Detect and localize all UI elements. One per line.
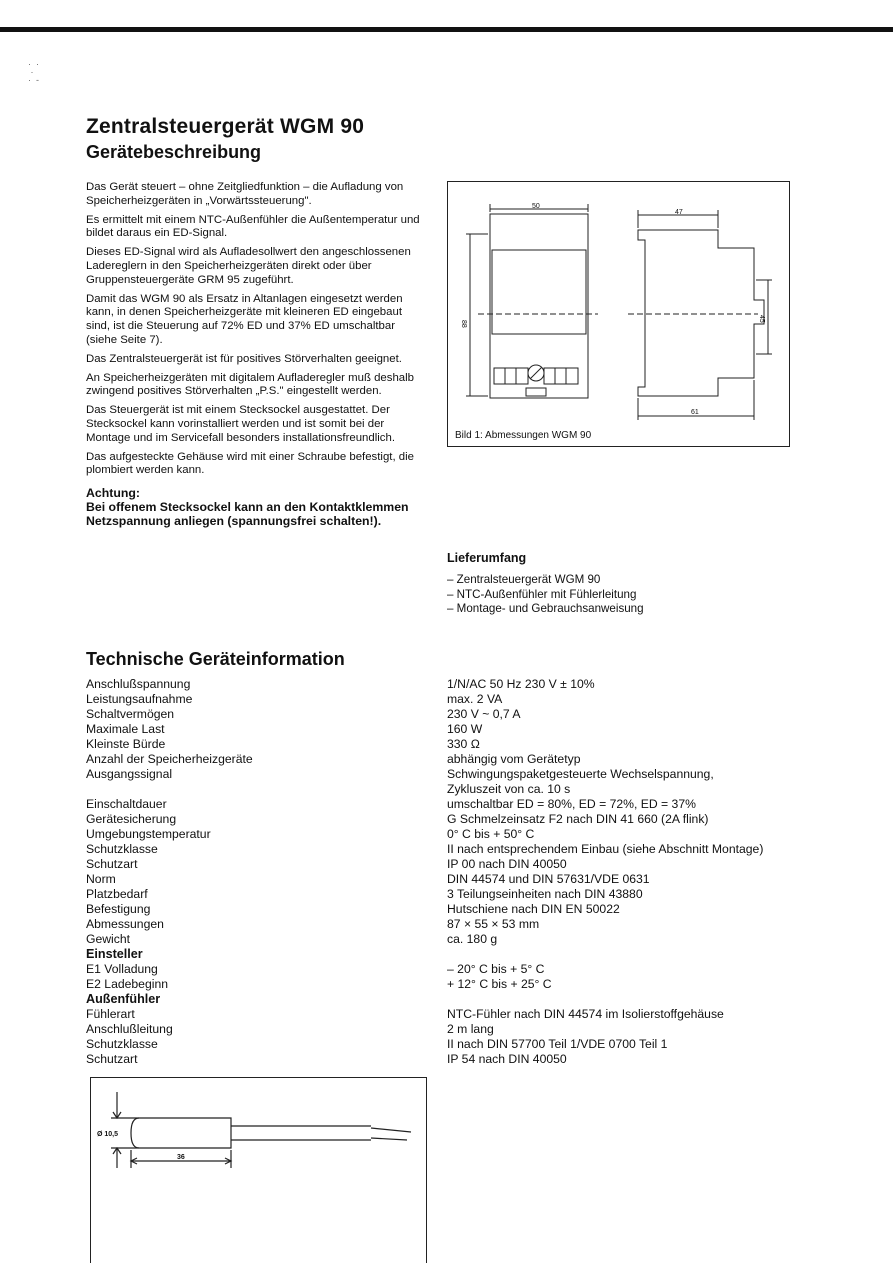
paragraph: Dieses ED-Signal wird als Aufladesollwert den angeschlossenen Ladereglern in den Speicherheizgeräten direkt oder über Gruppensteuergeräte GRM 95 zugeführt. [86,246,411,286]
tech-section-title: Technische Geräteinformation [86,649,345,669]
dim-diameter-label: Ø 10,5 [97,1131,119,1138]
warning-title: Achtung: [86,486,140,501]
dim-length-label: 36 [177,1154,185,1161]
lieferumfang-title: Lieferumfang [447,551,527,565]
page-subtitle: Gerätebeschreibung [86,142,262,162]
spec-value: Zykluszeit von ca. 10 s [447,782,571,796]
spec-label: Gewicht [86,932,131,946]
spec-value: max. 2 VA [447,692,503,706]
spec-label: Kleinste Bürde [86,737,166,751]
spec-label: Anschlußspannung [86,677,191,691]
einsteller-heading: Einsteller [86,947,143,961]
spec-value: 3 Teilungseinheiten nach DIN 43880 [447,887,643,901]
spec-value: II nach DIN 57700 Teil 1/VDE 0700 Teil 1 [447,1037,668,1051]
spec-value: 1/N/AC 50 Hz 230 V ± 10% [447,677,595,691]
spec-label: Gerätesicherung [86,812,177,826]
spec-value: umschaltbar ED = 80%, ED = 72%, ED = 37% [447,797,696,811]
spec-label: Anschlußleitung [86,1022,173,1036]
dimension-figure [447,181,790,447]
dim-width-label: 50 [532,203,540,210]
spec-value: 0° C bis + 50° C [447,827,535,841]
spec-label [86,782,416,797]
spec-value: Hutschiene nach DIN EN 50022 [447,902,620,916]
spec-label: Anzahl der Speicherheizgeräte [86,752,253,766]
front-view-window [492,250,586,334]
spec-value: II nach entsprechendem Einbau (siehe Abschnitt Montage) [447,842,764,856]
spec-label: Fühlerart [86,1007,135,1021]
list-item: – NTC-Außenfühler mit Fühlerleitung [447,587,637,601]
spec-label: Schutzart [86,1052,138,1066]
spec-value: 2 m lang [447,1022,494,1036]
spec-value: IP 00 nach DIN 40050 [447,857,567,871]
spec-value: NTC-Fühler nach DIN 44574 im Isolierstoffgehäuse [447,1007,724,1021]
figure-caption: Bild 1: Abmessungen WGM 90 [455,430,592,441]
spec-label: Platzbedarf [86,887,148,901]
spec-value: abhängig vom Gerätetyp [447,752,581,766]
spec-label: Abmessungen [86,917,164,931]
spec-label: Norm [86,872,116,886]
spec-value: 87 × 55 × 53 mm [447,917,540,931]
spec-value: 230 V ~ 0,7 A [447,707,521,721]
scan-specks: · · · · - [28,59,39,85]
spec-value: G Schmelzeinsatz F2 nach DIN 41 660 (2A flink) [447,812,709,826]
dim-rail-label: 45 [758,315,765,323]
dimension-drawing [448,182,791,448]
paragraph: An Speicherheizgeräten mit digitalem Aufladeregler muß deshalb zwingend positives Störverhalten „P.S." eingestellt werden. [86,371,414,398]
description-text [86,181,428,528]
spec-label: Einschaltdauer [86,797,167,811]
tech-labels [86,677,416,1067]
lieferumfang-list [447,573,644,617]
sensor-figure [90,1077,427,1263]
spec-label: Schutzart [86,857,138,871]
spec-label: Ausgangssignal [86,767,173,781]
dim-bottom-label: 61 [691,409,699,416]
spec-label: Leistungsaufnahme [86,692,193,706]
spec-value: 330 Ω [447,737,480,751]
list-item: – Zentralsteuergerät WGM 90 [447,573,601,586]
list-item: – Montage- und Gebrauchsanweisung [447,602,644,615]
side-view-outline [638,230,764,396]
spec-label: Schaltvermögen [86,707,175,721]
paragraph: Das Zentralsteuergerät ist für positives Störverhalten geeignet. [86,352,402,365]
dim-depth-label: 47 [675,209,683,216]
top-rule [0,27,893,32]
sensor-drawing [91,1078,428,1264]
page-title: Zentralsteuergerät WGM 90 [86,115,365,138]
sensor-body [131,1118,231,1148]
spec-label: Schutzklasse [86,842,158,856]
spec-value: 160 W [447,722,483,736]
spec-label: Befestigung [86,902,151,916]
spec-label: E1 Volladung [86,962,158,976]
spec-label: Schutzklasse [86,1037,158,1051]
fuehler-heading: Außenfühler [86,992,161,1006]
warning-block [86,486,428,528]
spec-value: + 12° C bis + 25° C [447,977,552,991]
paragraph: Das aufgesteckte Gehäuse wird mit einer Schraube befestigt, die plombiert werden kann. [86,450,414,477]
tech-values [447,677,887,1067]
spec-value: ca. 180 g [447,932,498,946]
spec-label: Maximale Last [86,722,165,736]
spec-label: E2 Ladebeginn [86,977,169,991]
spec-value: – 20° C bis + 5° C [447,962,545,976]
paragraph: Damit das WGM 90 als Ersatz in Altanlagen eingesetzt werden kann, in denen Speicherheizgeräte mit kleineren ED eingebaut sind, ist die Steuerung auf 72% ED und 37% ED umschaltbar (siehe Seite 7). [86,292,403,346]
spacer [447,992,887,1007]
spec-value: Schwingungspaketgesteuerte Wechselspannung, [447,767,714,781]
warning-text: Bei offenem Stecksockel kann an den Kontaktklemmen Netzspannung anliegen (spannungsfrei schalten!). [86,500,409,529]
spec-value: DIN 44574 und DIN 57631/VDE 0631 [447,872,650,886]
spec-label: Umgebungstemperatur [86,827,211,841]
paragraph: Das Gerät steuert – ohne Zeitgliedfunktion – die Aufladung von Speicherheizgeräten in „Vorwärtssteuerung". [86,181,404,207]
paragraph: Es ermittelt mit einem NTC-Außenfühler die Außentemperatur und bildet daraus ein ED-Signal. [86,213,420,240]
spec-value: IP 54 nach DIN 40050 [447,1052,567,1066]
paragraph: Das Steuergerät ist mit einem Stecksockel ausgestattet. Der Stecksockel kann vorinstalliert werden und ist somit bei der Montage und im Servicefall besonders installationsfreundlich. [86,404,395,444]
dim-height-label: 88 [460,320,467,328]
spacer [447,947,887,962]
